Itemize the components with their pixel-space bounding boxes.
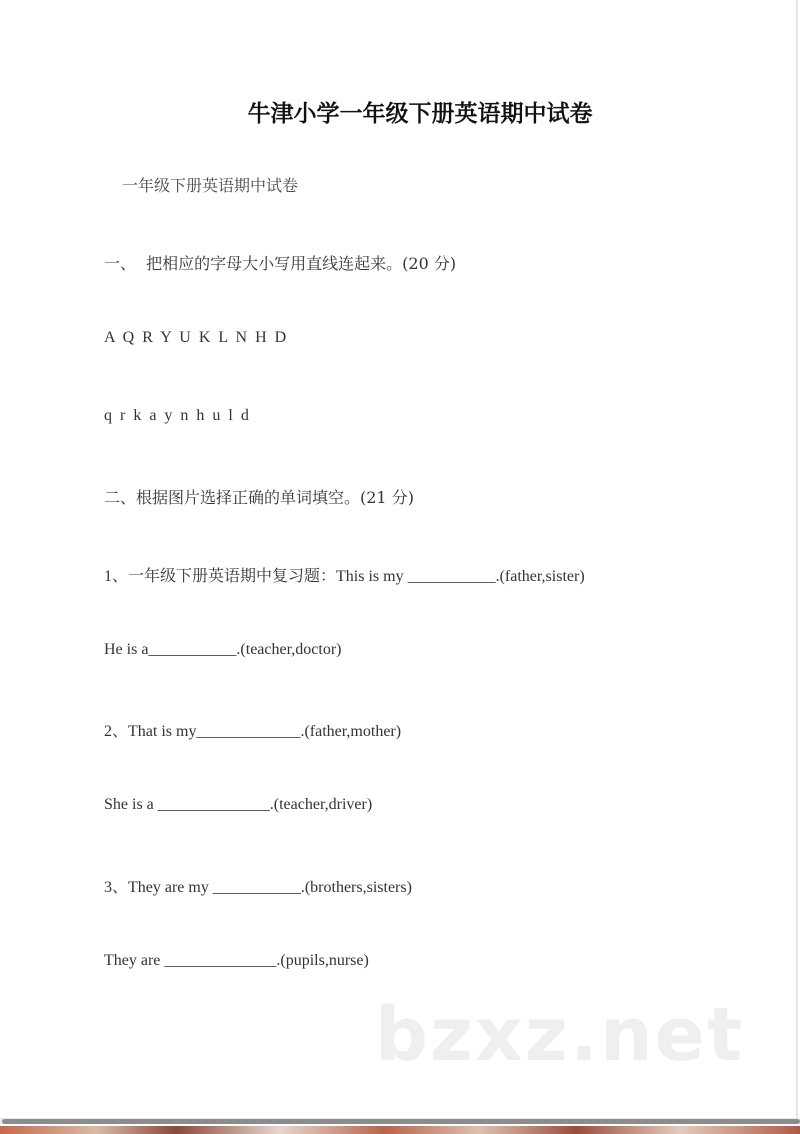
horizontal-scrollbar-thumb[interactable] bbox=[2, 1119, 800, 1124]
page-title: 牛津小学一年级下册英语期中试卷 bbox=[247, 101, 593, 127]
question-line: 3、They are my ___________.(brothers,sisters) bbox=[104, 879, 412, 896]
question-line: She is a ______________.(teacher,driver) bbox=[104, 796, 373, 813]
question-line: They are ______________.(pupils,nurse) bbox=[104, 952, 369, 969]
next-page-image-strip bbox=[0, 1126, 800, 1134]
lowercase-letters: q r k a y n h u l d bbox=[104, 407, 251, 424]
watermark: bzxz.net bbox=[375, 992, 745, 1078]
document-subtitle: 一年级下册英语期中试卷 bbox=[122, 176, 299, 195]
question-line: 2、That is my_____________.(father,mother) bbox=[104, 723, 402, 740]
section1-heading: 一、 把相应的字母大小写用直线连起来。(20 分) bbox=[104, 254, 457, 273]
uppercase-letters: A Q R Y U K L N H D bbox=[104, 329, 289, 346]
question-line: 1、一年级下册英语期中复习题：This is my ___________.(father,sister) bbox=[104, 568, 585, 585]
question-line: He is a___________.(teacher,doctor) bbox=[104, 641, 342, 658]
section2-heading: 二、根据图片选择正确的单词填空。(21 分) bbox=[104, 488, 414, 507]
